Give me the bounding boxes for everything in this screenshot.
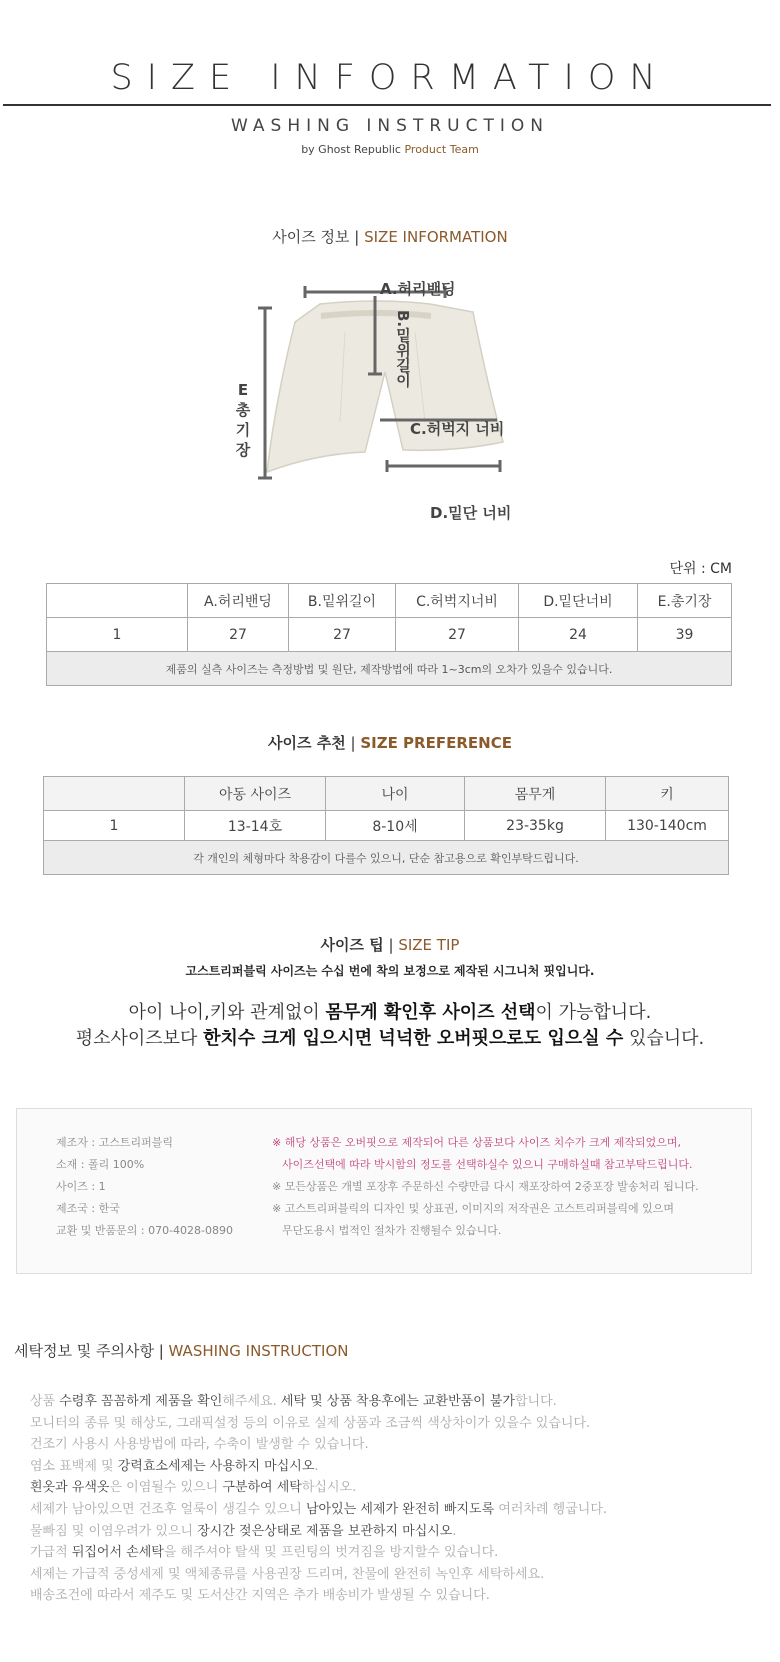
washing-emphasis: 장시간 젖은상태로 제품을 보관하지 마십시오 [197, 1523, 453, 1539]
preference-header-cell: 나이 [326, 777, 465, 811]
list-item [30, 1476, 356, 1495]
material-info: 소재 : 폴리 100% [56, 1158, 145, 1171]
washing-text: 을 해주셔야 탈색 및 프린팅의 벗겨짐을 방지할수 있습니다. [163, 1545, 499, 1561]
size-tip-heading-en: SIZE TIP [398, 936, 460, 954]
preference-cell: 130-140cm [606, 811, 729, 841]
washing-text: 상품 [30, 1394, 60, 1409]
shorts-diagram [225, 272, 555, 522]
size-info-heading-kr: 사이즈 정보 [272, 228, 350, 246]
washing-emphasis: 남아있는 세제가 완전히 빠지도록 [305, 1502, 495, 1517]
washing-text: 합니다. [515, 1394, 557, 1409]
size-table-cell: 27 [289, 618, 396, 652]
tip-text: 이 가능합니다. [535, 1002, 652, 1023]
washing-text: 모니터의 종류 및 해상도, 그래픽설정 등의 이유로 실제 상품과 조금씩 색상차이가 있을수 있습니다. [30, 1415, 591, 1431]
label-a: A.허리밴딩 [380, 280, 456, 298]
notice-overfit-cont: 사이즈선택에 따라 박시함의 정도를 선택하실수 있으니 구매하실때 참고부탁드립니다. [282, 1158, 693, 1171]
size-pref-heading-en: SIZE PREFERENCE [360, 734, 512, 752]
heading-separator: | [345, 734, 361, 752]
list-item [30, 1498, 607, 1517]
heading-separator: | [349, 228, 365, 246]
washing-emphasis: 강력효소세제는 사용하지 마십시오 [117, 1458, 315, 1474]
washing-text: 하십시오. [301, 1480, 357, 1496]
washing-text: 은 이염될수 있으니 [109, 1480, 223, 1496]
size-tip-heading [0, 934, 780, 955]
tip-text: 있습니다. [623, 1028, 705, 1049]
page-subtitle: WASHING INSTRUCTION [231, 116, 549, 136]
list-item [30, 1584, 490, 1603]
washing-emphasis: 구분하여 세탁 [222, 1480, 302, 1496]
washing-heading-kr: 세탁정보 및 주의사항 [14, 1342, 154, 1360]
list-item [30, 1541, 498, 1560]
heading-separator: | [383, 936, 399, 954]
washing-text: 해주세요. [222, 1394, 281, 1409]
list-item [30, 1412, 590, 1431]
list-item [30, 1433, 369, 1452]
label-d: D.밑단 너비 [430, 504, 512, 522]
size-table-cell: 27 [396, 618, 519, 652]
notice-copyright-cont: 무단도용시 법적인 절차가 진행될수 있습니다. [282, 1224, 502, 1237]
tip-text-bold: 한치수 크게 입으시면 넉넉한 오버핏으로도 입으실 수 [203, 1028, 624, 1049]
size-table [46, 583, 732, 686]
size-table-header-cell: A.허리밴딩 [188, 584, 289, 618]
notice-packaging: ※ 모든상품은 개별 포장후 주문하신 수량만큼 다시 재포장하여 2중포장 발송처리 됩니다. [272, 1180, 699, 1193]
shorts-illustration [267, 301, 503, 472]
list-item [30, 1455, 319, 1474]
tip-text-bold: 몸무게 확인후 사이즈 선택 [325, 1002, 536, 1023]
list-item [30, 1390, 557, 1409]
size-table-note-row [47, 652, 732, 686]
preference-cell: 1 [44, 811, 185, 841]
washing-text: . [314, 1458, 319, 1474]
preference-cell: 13-14호 [185, 811, 326, 841]
size-table-header-cell: B.밑위길이 [289, 584, 396, 618]
preference-cell: 23-35kg [465, 811, 606, 841]
size-pref-heading-kr: 사이즈 추천 [268, 734, 346, 752]
washing-emphasis: 뒤집어서 손세탁 [71, 1545, 164, 1561]
washing-text: 세제는 가급적 중성세제 및 액체종류를 사용권장 드리며, 찬물에 완전히 녹인후 세탁하세요. [30, 1566, 545, 1582]
size-table-cell: 27 [188, 618, 289, 652]
size-table-header-cell: E.총기장 [638, 584, 732, 618]
label-e: E 총 기 장 [235, 381, 251, 459]
title-divider [3, 104, 771, 106]
size-tip-heading-kr: 사이즈 팁 [320, 936, 384, 954]
preference-header-cell: 몸무게 [465, 777, 606, 811]
washing-text: 가급적 [30, 1545, 72, 1561]
size-table-cell: 24 [519, 618, 638, 652]
washing-text: . [452, 1523, 457, 1539]
preference-cell: 8-10세 [326, 811, 465, 841]
byline-team: Product Team [404, 143, 479, 156]
preference-table-header [44, 777, 729, 811]
washing-text: 여러차례 헹굽니다. [494, 1502, 608, 1517]
notice-copyright: ※ 고스트리퍼블릭의 디자인 및 상표권, 이미지의 저작권은 고스트리퍼블릭에 있으며 [272, 1202, 674, 1215]
table-row [44, 811, 729, 841]
washing-heading [14, 1340, 348, 1361]
size-table-header [47, 584, 732, 618]
preference-header-cell: 아동 사이즈 [185, 777, 326, 811]
tip-text: 평소사이즈보다 [75, 1028, 204, 1049]
preference-header-cell: 키 [606, 777, 729, 811]
list-item [30, 1563, 544, 1582]
size-info: 사이즈 : 1 [56, 1180, 106, 1193]
maker-info: 제조자 : 고스트리퍼블릭 [56, 1136, 173, 1149]
tip-text: 아이 나이,키와 관계없이 [128, 1002, 326, 1023]
notice-overfit: ※ 해당 상품은 오버핏으로 제작되어 다른 상품보다 사이즈 치수가 크게 제작되었으며, [272, 1136, 681, 1149]
page-title: SIZE INFORMATION [110, 58, 670, 98]
size-info-heading-en: SIZE INFORMATION [364, 228, 508, 246]
washing-text: 물빠짐 및 이염우려가 있으니 [30, 1523, 198, 1539]
preference-note-row [44, 841, 729, 875]
washing-emphasis: 흰옷과 유색옷 [30, 1480, 110, 1496]
preference-table [43, 776, 729, 875]
contact-info: 교환 및 반품문의 : 070-4028-0890 [56, 1224, 233, 1237]
washing-text: 염소 표백제 및 [30, 1458, 118, 1474]
size-tip-line-1 [0, 998, 780, 1024]
size-table-cell: 39 [638, 618, 732, 652]
washing-text: 건조기 사용시 사용방법에 따라, 수축이 발생할 수 있습니다. [30, 1437, 369, 1453]
byline-prefix: by Ghost Republic [301, 143, 401, 156]
washing-text: 배송조건에 따라서 제주도 및 도서산간 지역은 추가 배송비가 발생될 수 있습니다. [30, 1588, 490, 1604]
unit-label: 단위 : CM [669, 561, 732, 577]
washing-text: 세제가 남아있으면 건조후 얼룩이 생길수 있으니 [30, 1502, 306, 1517]
country-info: 제조국 : 한국 [56, 1202, 120, 1215]
heading-separator: | [153, 1342, 169, 1360]
size-table-header-cell: D.밑단너비 [519, 584, 638, 618]
washing-heading-en: WASHING INSTRUCTION [168, 1342, 349, 1360]
washing-emphasis: 수령후 꼼꼼하게 제품을 확인 [59, 1394, 223, 1409]
size-tip-subtitle: 고스트리퍼블릭 사이즈는 수십 번에 착의 보정으로 제작된 시그니처 핏입니다. [185, 964, 595, 978]
label-c: C.허벅지 너비 [410, 420, 505, 438]
size-tip-line-2 [0, 1024, 780, 1050]
washing-emphasis: 세탁 및 상품 착용후에는 교환반품이 불가 [280, 1394, 515, 1409]
byline [0, 143, 780, 156]
table-row [47, 618, 732, 652]
size-table-note: 제품의 실측 사이즈는 측정방법 및 원단, 제작방법에 따라 1~3cm의 오차가 있을수 있습니다. [47, 652, 732, 686]
size-pref-heading [0, 732, 780, 753]
size-table-cell: 1 [47, 618, 188, 652]
size-table-header-cell: C.허벅지너비 [396, 584, 519, 618]
size-info-heading [0, 226, 780, 247]
preference-header-cell [44, 777, 185, 811]
list-item [30, 1520, 457, 1539]
label-b: B.밑위길이 [394, 310, 412, 388]
size-table-header-cell [47, 584, 188, 618]
preference-note: 각 개인의 체형마다 착용감이 다를수 있으니, 단순 참고용으로 확인부탁드립니다. [44, 841, 729, 875]
